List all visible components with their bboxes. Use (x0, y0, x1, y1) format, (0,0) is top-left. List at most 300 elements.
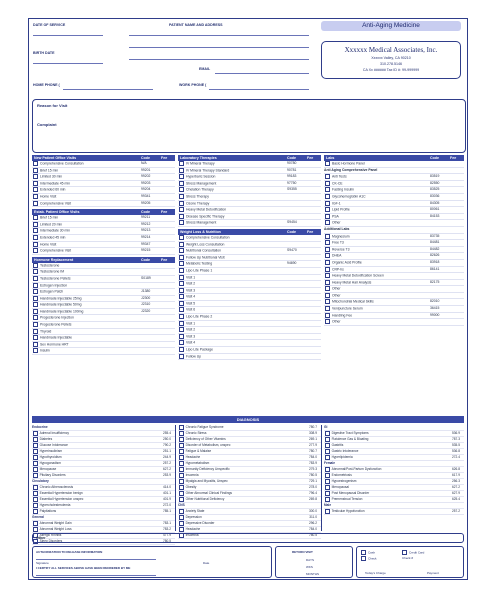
service-name: Organic Acid Profile (332, 260, 362, 265)
weeks-label[interactable]: WKS (306, 565, 313, 569)
service-name: Limited 20 min (40, 222, 63, 227)
diagnosis-checkbox[interactable] (179, 437, 184, 442)
service-row[interactable] (32, 296, 175, 303)
service-row[interactable] (178, 307, 321, 314)
date-of-service-field[interactable] (33, 35, 103, 36)
diagnosis-checkbox[interactable] (33, 437, 38, 442)
work-phone-field[interactable] (209, 89, 309, 90)
service-checkbox[interactable] (179, 194, 184, 199)
service-row[interactable] (178, 327, 321, 334)
diagnosis-code: 536.8 (452, 449, 460, 453)
service-name: Glycohemoglobin A1C (332, 194, 366, 199)
service-row[interactable] (178, 340, 321, 347)
diagnosis-code: 627.2 (452, 485, 460, 489)
service-code: 99215 (141, 248, 151, 253)
service-row[interactable] (178, 181, 321, 188)
service-row[interactable] (178, 334, 321, 341)
service-checkbox[interactable] (325, 253, 330, 258)
service-row[interactable] (178, 261, 321, 268)
diagnosis-checkbox[interactable] (33, 455, 38, 460)
fee-header: Fee (161, 257, 168, 262)
diagnosis-checkbox[interactable] (325, 449, 330, 454)
service-checkbox[interactable] (325, 280, 330, 285)
service-code: S9355 (287, 187, 297, 192)
credit-card-option[interactable]: Credit Card (402, 550, 424, 555)
service-checkbox[interactable] (33, 283, 38, 288)
diagnosis-checkbox[interactable] (179, 449, 184, 454)
diagnosis-code: 627.9 (452, 491, 460, 495)
service-row[interactable] (32, 276, 175, 283)
diagnosis-row[interactable] (324, 509, 464, 515)
service-checkbox[interactable] (33, 222, 38, 227)
practice-line-3: CA Xx ###### Tax ID #: 99-999999 (362, 68, 420, 72)
service-name: Visit 1 (186, 321, 196, 326)
service-checkbox[interactable] (33, 309, 38, 314)
service-checkbox[interactable] (179, 314, 184, 319)
diagnosis-code: 257.2 (163, 461, 171, 465)
service-row[interactable] (32, 222, 175, 229)
diagnosis-name: Hyperinsulinism (39, 449, 63, 454)
service-checkbox[interactable] (33, 248, 38, 253)
diagnosis-checkbox[interactable] (325, 467, 330, 472)
service-section (32, 257, 175, 355)
diagnosis-name: Other Abnormal Clinical Findings (185, 491, 233, 496)
service-row[interactable] (324, 267, 464, 274)
auth-signature-line[interactable] (36, 559, 156, 560)
service-name: Comprehensive Consultation (186, 235, 230, 240)
service-row[interactable] (178, 194, 321, 201)
reason-box[interactable] (32, 99, 466, 153)
service-checkbox[interactable] (179, 235, 184, 240)
service-name: Extended 60 min (40, 187, 66, 192)
service-name: Metabolic Testing (186, 261, 213, 266)
service-checkbox[interactable] (325, 319, 330, 324)
service-row[interactable] (32, 215, 175, 222)
service-row[interactable] (324, 240, 464, 247)
diagnosis-checkbox[interactable] (179, 521, 184, 526)
diagnosis-checkbox[interactable] (179, 485, 184, 490)
service-row[interactable] (178, 161, 321, 168)
diagnosis-checkbox[interactable] (33, 497, 38, 502)
service-row[interactable] (32, 329, 175, 336)
service-checkbox[interactable] (33, 348, 38, 353)
service-checkbox[interactable] (179, 261, 184, 266)
diagnosis-name: Adrenal Insufficiency (39, 431, 69, 436)
service-name: Extended 45 min (40, 235, 66, 240)
address-field-2[interactable] (129, 59, 309, 60)
service-checkbox[interactable] (325, 214, 330, 219)
service-checkbox[interactable] (179, 214, 184, 219)
fee-header: Fee (161, 156, 168, 160)
diagnosis-checkbox[interactable] (325, 455, 330, 460)
diagnosis-checkbox[interactable] (33, 521, 38, 526)
service-checkbox[interactable] (33, 276, 38, 281)
service-row[interactable] (178, 242, 321, 249)
service-checkbox[interactable] (33, 269, 38, 274)
service-row[interactable] (178, 207, 321, 214)
service-row[interactable] (324, 174, 464, 181)
service-checkbox[interactable] (179, 288, 184, 293)
diagnosis-checkbox[interactable] (179, 515, 184, 520)
service-row[interactable] (324, 168, 464, 175)
diagnosis-checkbox[interactable] (33, 473, 38, 478)
practice-line-2: 310.278.5146 (380, 62, 402, 66)
service-checkbox[interactable] (325, 247, 330, 252)
service-checkbox[interactable] (179, 281, 184, 286)
diagnosis-checkbox[interactable] (33, 509, 38, 514)
diagnosis-checkbox[interactable] (33, 467, 38, 472)
service-section (32, 209, 175, 255)
diagnosis-checkbox[interactable] (33, 449, 38, 454)
service-row[interactable] (32, 201, 175, 208)
service-row[interactable] (178, 288, 321, 295)
service-section (178, 155, 321, 227)
service-row[interactable] (324, 293, 464, 300)
service-row[interactable] (32, 269, 175, 276)
service-checkbox[interactable] (325, 187, 330, 192)
service-checkbox[interactable] (33, 302, 38, 307)
diagnosis-checkbox[interactable] (325, 497, 330, 502)
service-row[interactable] (32, 228, 175, 235)
service-row[interactable] (324, 201, 464, 208)
diagnosis-name: Digestive Tract Symptoms (331, 431, 369, 436)
months-label[interactable]: MONTHS (306, 572, 319, 576)
service-row[interactable] (324, 214, 464, 221)
diagnosis-code: 783.1 (163, 521, 171, 525)
service-checkbox[interactable] (325, 260, 330, 265)
diagnosis-code: 796.4 (309, 491, 317, 495)
service-checkbox[interactable] (179, 181, 184, 186)
diagnosis-checkbox[interactable] (33, 527, 38, 532)
diagnosis-name: Glucose Intolerance (39, 443, 68, 448)
diagnosis-checkbox[interactable] (325, 437, 330, 442)
services-column-middle (178, 155, 321, 362)
service-row[interactable] (32, 309, 175, 316)
service-name: Visit 2 (186, 281, 196, 286)
service-row[interactable] (178, 214, 321, 221)
service-row[interactable] (324, 234, 464, 241)
service-code: 82010 (430, 299, 440, 304)
service-checkbox[interactable] (33, 242, 38, 247)
diagnosis-checkbox[interactable] (33, 491, 38, 496)
diagnosis-checkbox[interactable] (179, 425, 184, 430)
diagnosis-code: 784.0 (309, 527, 317, 531)
service-checkbox[interactable] (325, 286, 330, 291)
diagnosis-name: Obesity (185, 485, 197, 490)
diagnosis-code: 780.5 (309, 533, 317, 537)
diagnosis-name: Headache (185, 527, 201, 532)
service-row[interactable] (324, 220, 464, 227)
service-row[interactable] (178, 301, 321, 308)
home-phone-field[interactable] (63, 89, 153, 90)
service-checkbox[interactable] (325, 220, 330, 225)
patient-name-field[interactable] (129, 35, 309, 36)
diagnosis-checkbox[interactable] (325, 443, 330, 448)
service-row[interactable] (178, 281, 321, 288)
payment-label: Payment (427, 571, 439, 575)
service-row[interactable] (32, 315, 175, 322)
service-checkbox[interactable] (179, 174, 184, 179)
service-row[interactable] (324, 260, 464, 267)
service-row[interactable] (324, 187, 464, 194)
diagnosis-checkbox[interactable] (179, 497, 184, 502)
service-checkbox[interactable] (33, 289, 38, 294)
service-row[interactable] (32, 168, 175, 175)
service-checkbox[interactable] (179, 242, 184, 247)
service-checkbox[interactable] (325, 207, 330, 212)
service-row[interactable] (324, 227, 464, 234)
service-checkbox[interactable] (33, 263, 38, 268)
service-code: 99205 (141, 200, 151, 205)
diagnosis-name: Abnormal/Post-Partum Dysfunction (331, 467, 382, 472)
diagnosis-name: Diabetes (39, 437, 53, 442)
diagnosis-code: 279.3 (309, 467, 317, 471)
service-row[interactable] (32, 322, 175, 329)
service-checkbox[interactable] (33, 187, 38, 192)
service-code: 99214 (141, 234, 151, 239)
service-row[interactable] (178, 275, 321, 282)
fee-header: Fee (450, 156, 457, 160)
diagnosis-code: 311.0 (309, 515, 317, 519)
service-checkbox[interactable] (325, 181, 330, 186)
service-row[interactable] (32, 242, 175, 249)
diagnosis-checkbox[interactable] (325, 509, 330, 514)
service-row[interactable] (32, 187, 175, 194)
services-column-left (32, 155, 175, 357)
service-row[interactable] (32, 335, 175, 342)
diagnosis-code: 257.2 (452, 509, 460, 513)
service-row[interactable] (32, 248, 175, 255)
diagnosis-checkbox[interactable] (179, 467, 184, 472)
service-checkbox[interactable] (33, 161, 38, 166)
service-checkbox[interactable] (325, 174, 330, 179)
service-name: Heavy Metal Hair Analysis (332, 280, 372, 285)
service-row[interactable] (324, 306, 464, 313)
service-row[interactable] (178, 235, 321, 242)
service-checkbox[interactable] (325, 293, 330, 298)
service-checkbox[interactable] (179, 354, 184, 359)
service-row[interactable] (324, 207, 464, 214)
service-row[interactable] (32, 174, 175, 181)
diagnosis-checkbox[interactable] (179, 455, 184, 460)
service-checkbox[interactable] (33, 174, 38, 179)
service-row[interactable] (324, 253, 464, 260)
service-checkbox[interactable] (325, 161, 330, 166)
service-name: Hyperbaric Session (186, 174, 216, 179)
service-row[interactable] (32, 181, 175, 188)
service-checkbox[interactable] (179, 327, 184, 332)
service-checkbox[interactable] (179, 220, 184, 225)
code-header: Code (430, 156, 439, 160)
cash-option[interactable]: Cash (361, 550, 375, 555)
diagnosis-checkbox[interactable] (325, 431, 330, 436)
service-row[interactable] (178, 174, 321, 181)
days-label[interactable]: DAYS (306, 558, 314, 562)
service-checkbox[interactable] (33, 342, 38, 347)
diagnosis-checkbox[interactable] (325, 491, 330, 496)
other-diagnosis-field[interactable] (32, 533, 464, 543)
service-row[interactable] (178, 294, 321, 301)
service-row[interactable] (324, 273, 464, 280)
diagnosis-name: Hypometabolism (185, 461, 210, 466)
service-row[interactable] (32, 194, 175, 201)
diagnosis-column-2 (178, 425, 321, 539)
practice-address-box (321, 41, 461, 79)
service-row[interactable] (178, 268, 321, 275)
diagnosis-name: Menopause (39, 467, 57, 472)
service-row[interactable] (32, 302, 175, 309)
service-checkbox[interactable] (33, 215, 38, 220)
diagnosis-code: 783.9 (309, 461, 317, 465)
service-row[interactable] (324, 313, 464, 320)
diagnosis-checkbox[interactable] (325, 479, 330, 484)
service-checkbox[interactable] (33, 335, 38, 340)
patient-name-label: PATIENT NAME AND ADDRESS (169, 23, 223, 27)
service-checkbox[interactable] (179, 168, 184, 173)
diagnosis-name: Insomnia (185, 473, 199, 478)
service-checkbox[interactable] (179, 268, 184, 273)
diagnosis-checkbox[interactable] (33, 485, 38, 490)
service-row[interactable] (178, 354, 321, 361)
diagnosis-checkbox[interactable] (179, 461, 184, 466)
service-row[interactable] (324, 247, 464, 254)
service-checkbox[interactable] (33, 194, 38, 199)
provider-signature-line[interactable] (36, 575, 156, 576)
service-checkbox[interactable] (325, 234, 330, 239)
service-name: Anti Tests (332, 174, 347, 179)
service-checkbox[interactable] (33, 315, 38, 320)
service-row[interactable] (324, 194, 464, 201)
service-checkbox[interactable] (179, 275, 184, 280)
service-row[interactable] (178, 321, 321, 328)
address-field-1[interactable] (129, 47, 309, 48)
service-name: Venipuncture Serum (332, 306, 363, 311)
service-checkbox[interactable] (179, 187, 184, 192)
diagnosis-code: 780.5 (309, 473, 317, 477)
service-row[interactable] (178, 201, 321, 208)
diagnosis-name: Depression (185, 515, 202, 520)
service-row[interactable] (178, 248, 321, 255)
service-checkbox[interactable] (179, 255, 184, 260)
service-checkbox[interactable] (33, 228, 38, 233)
birth-date-field[interactable] (33, 63, 103, 64)
service-row[interactable] (32, 235, 175, 242)
service-checkbox[interactable] (179, 248, 184, 253)
service-row[interactable] (324, 299, 464, 306)
diagnosis-checkbox[interactable] (179, 527, 184, 532)
diagnosis-checkbox[interactable] (179, 491, 184, 496)
service-row[interactable] (178, 187, 321, 194)
service-checkbox[interactable] (325, 299, 330, 304)
service-checkbox[interactable] (179, 340, 184, 345)
service-checkbox[interactable] (33, 168, 38, 173)
code-header: Code (141, 257, 150, 262)
service-code: 99201 (141, 167, 151, 172)
service-code: 83519 (430, 174, 440, 179)
service-row[interactable] (324, 319, 464, 326)
service-name: PSA (332, 214, 339, 219)
service-name: Weight Loss Consultation (186, 241, 225, 246)
service-checkbox[interactable] (179, 294, 184, 299)
diagnosis-checkbox[interactable] (179, 443, 184, 448)
service-row[interactable] (178, 255, 321, 262)
service-code: 99000 (430, 312, 440, 317)
diagnosis-name: Circulatory (32, 479, 49, 483)
diagnosis-checkbox[interactable] (325, 473, 330, 478)
service-checkbox[interactable] (325, 313, 330, 318)
diagnosis-code: 536.9 (452, 431, 460, 435)
service-checkbox[interactable] (179, 201, 184, 206)
diagnosis-checkbox[interactable] (33, 503, 38, 508)
service-row[interactable] (178, 220, 321, 227)
diagnosis-code: 300.0 (309, 509, 317, 513)
service-row[interactable] (178, 347, 321, 354)
email-label: EMAIL (199, 67, 211, 71)
service-row[interactable] (324, 280, 464, 287)
service-checkbox[interactable] (325, 201, 330, 206)
service-row[interactable] (324, 286, 464, 293)
diagnosis-checkbox[interactable] (33, 443, 38, 448)
check-option[interactable]: Check (361, 556, 377, 561)
service-row[interactable] (178, 168, 321, 175)
diagnosis-checkbox[interactable] (179, 473, 184, 478)
diagnosis-checkbox[interactable] (179, 509, 184, 514)
service-checkbox[interactable] (325, 306, 330, 311)
service-name: Follow Up Nutritional Visit (186, 255, 225, 260)
diagnosis-checkbox[interactable] (325, 485, 330, 490)
service-code: 36415 (430, 306, 440, 311)
service-row[interactable] (32, 161, 175, 168)
service-row[interactable] (178, 314, 321, 321)
service-checkbox[interactable] (33, 296, 38, 301)
service-checkbox[interactable] (179, 301, 184, 306)
service-checkbox[interactable] (325, 267, 330, 272)
service-row[interactable] (32, 348, 175, 355)
service-row[interactable] (32, 263, 175, 270)
diagnosis-checkbox[interactable] (179, 431, 184, 436)
service-checkbox[interactable] (33, 322, 38, 327)
service-checkbox[interactable] (179, 161, 184, 166)
service-checkbox[interactable] (33, 181, 38, 186)
service-name: Progesterone Injection (40, 315, 74, 320)
service-row[interactable] (32, 289, 175, 296)
service-checkbox[interactable] (179, 207, 184, 212)
service-checkbox[interactable] (179, 307, 184, 312)
diagnosis-name: Male (324, 503, 332, 507)
diagnosis-code: 255.4 (163, 431, 171, 435)
service-code: 99341 (141, 193, 151, 198)
service-checkbox[interactable] (33, 329, 38, 334)
service-checkbox[interactable] (33, 201, 38, 206)
service-row[interactable] (32, 342, 175, 349)
diagnosis-checkbox[interactable] (33, 431, 38, 436)
service-row[interactable] (32, 283, 175, 290)
service-checkbox[interactable] (325, 240, 330, 245)
service-checkbox[interactable] (179, 347, 184, 352)
service-checkbox[interactable] (325, 194, 330, 199)
service-checkbox[interactable] (33, 235, 38, 240)
diagnosis-checkbox[interactable] (179, 479, 184, 484)
service-checkbox[interactable] (325, 273, 330, 278)
service-row[interactable] (324, 181, 464, 188)
email-field[interactable] (215, 73, 309, 74)
diagnosis-checkbox[interactable] (33, 461, 38, 466)
service-checkbox[interactable] (179, 334, 184, 339)
service-row[interactable] (324, 161, 464, 168)
diagnosis-name: Chronic Stress (185, 431, 207, 436)
service-name: Intermediate 30 min (40, 228, 70, 233)
service-checkbox[interactable] (179, 321, 184, 326)
